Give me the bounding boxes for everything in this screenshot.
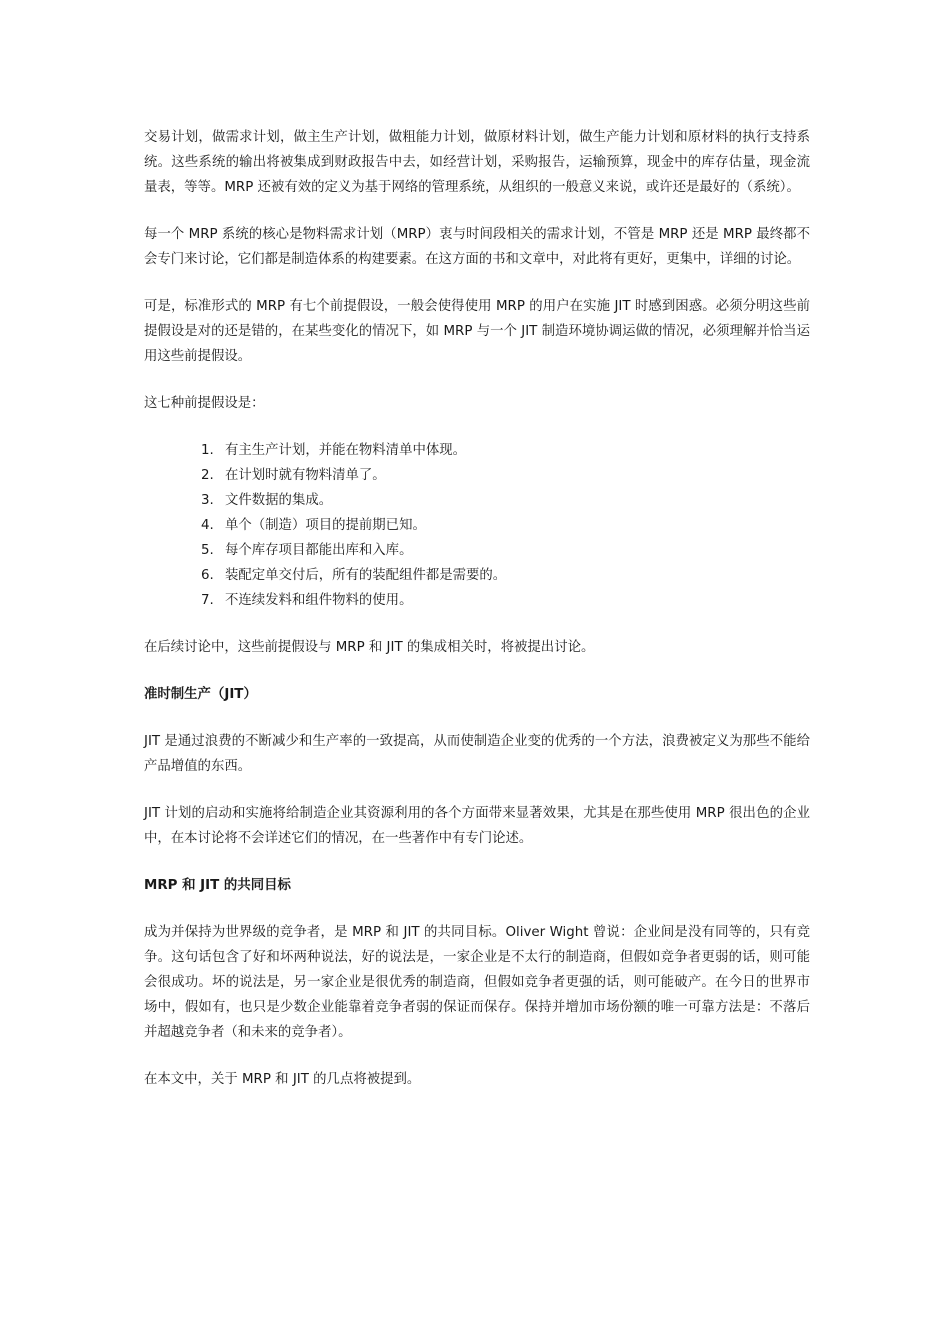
list-number: 5. [201, 543, 214, 558]
list-text: 装配定单交付后，所有的装配组件都是需要的。 [225, 568, 507, 583]
list-text: 不连续发料和组件物料的使用。 [225, 593, 413, 608]
list-number: 6. [201, 568, 214, 583]
premises-list [144, 438, 810, 613]
paragraph-premises-intro: 这七种前提假设是： [144, 396, 265, 411]
list-number: 2. [201, 468, 214, 483]
list-number: 3. [201, 493, 214, 508]
list-number: 7. [201, 593, 214, 608]
list-item [201, 488, 810, 513]
list-item [201, 538, 810, 563]
list-text: 单个（制造）项目的提前期已知。 [225, 518, 426, 533]
paragraph-closing: 在本文中，关于 MRP 和 JIT 的几点将被提到。 [144, 1072, 421, 1087]
paragraph-premises-followup: 在后续讨论中，这些前提假设与 MRP 和 JIT 的集成相关时，将被提出讨论。 [144, 640, 595, 655]
list-text: 每个库存项目都能出库和入库。 [225, 543, 413, 558]
paragraph-seven-premises: 可是，标准形式的 MRP 有七个前提假设，一般会使得使用 MRP 的用户在实施 JIT 时感到困惑。必须分明这些前提假设是对的还是错的，在某些变化的情况下，如 MRP 与一个 JIT 制造环境协调运做的情况，必须理解并恰当运用这些前提假设。 [144, 299, 810, 364]
document-page [144, 125, 810, 1114]
list-text: 有主生产计划，并能在物料清单中体现。 [225, 443, 467, 458]
list-item [201, 563, 810, 588]
paragraph-jit-effects: JIT 计划的启动和实施将给制造企业其资源利用的各个方面带来显著效果，尤其是在那些使用 MRP 很出色的企业中，在本讨论将不会详述它们的情况，在一些著作中有专门论述。 [144, 806, 810, 846]
paragraph-jit-definition: JIT 是通过浪费的不断减少和生产率的一致提高，从而使制造企业变的优秀的一个方法，浪费被定义为那些不能给产品增值的东西。 [144, 734, 810, 774]
list-number: 4. [201, 518, 214, 533]
list-text: 文件数据的集成。 [225, 493, 333, 508]
list-item [201, 463, 810, 488]
list-item [201, 588, 810, 613]
list-item [201, 438, 810, 463]
list-item [201, 513, 810, 538]
paragraph-competition: 成为并保持为世界级的竞争者，是 MRP 和 JIT 的共同目标。Oliver Wight 曾说：企业间是没有同等的，只有竞争。这句话包含了好和坏两种说法，好的说法是，一家企业是不太行的制造商，但假如竞争者更弱的话，则可能会很成功。坏的说法是，另一家企业是很优秀的制造商，但假如竞争者更强的话，则可能破产。在今日的世界市场中，假如有，也只是少数企业能靠着竞争者弱的保证而保存。保持并增加市场份额的唯一可靠方法是：不落后并超越竞争者（和未来的竞争者）。 [144, 925, 810, 1040]
heading-common-goal: MRP 和 JIT 的共同目标 [144, 878, 291, 893]
list-text: 在计划时就有物料清单了。 [225, 468, 386, 483]
paragraph-mrp-systems: 交易计划，做需求计划，做主生产计划，做粗能力计划，做原材料计划，做生产能力计划和原材料的执行支持系统。这些系统的输出将被集成到财政报告中去，如经营计划，采购报告，运输预算，现金中的库存估量，现金流量表，等等。MRP 还被有效的定义为基于网络的管理系统，从组织的一般意义来说，或许还是最好的（系统）。 [144, 130, 810, 195]
paragraph-mrp-core: 每一个 MRP 系统的核心是物料需求计划（MRP）衷与时间段相关的需求计划，不管是 MRP 还是 MRP 最终都不会专门来讨论，它们都是制造体系的构建要素。在这方面的书和文章中，对此将有更好，更集中，详细的讨论。 [144, 227, 810, 267]
heading-jit: 准时制生产（JIT） [144, 687, 257, 702]
list-number: 1. [201, 443, 214, 458]
